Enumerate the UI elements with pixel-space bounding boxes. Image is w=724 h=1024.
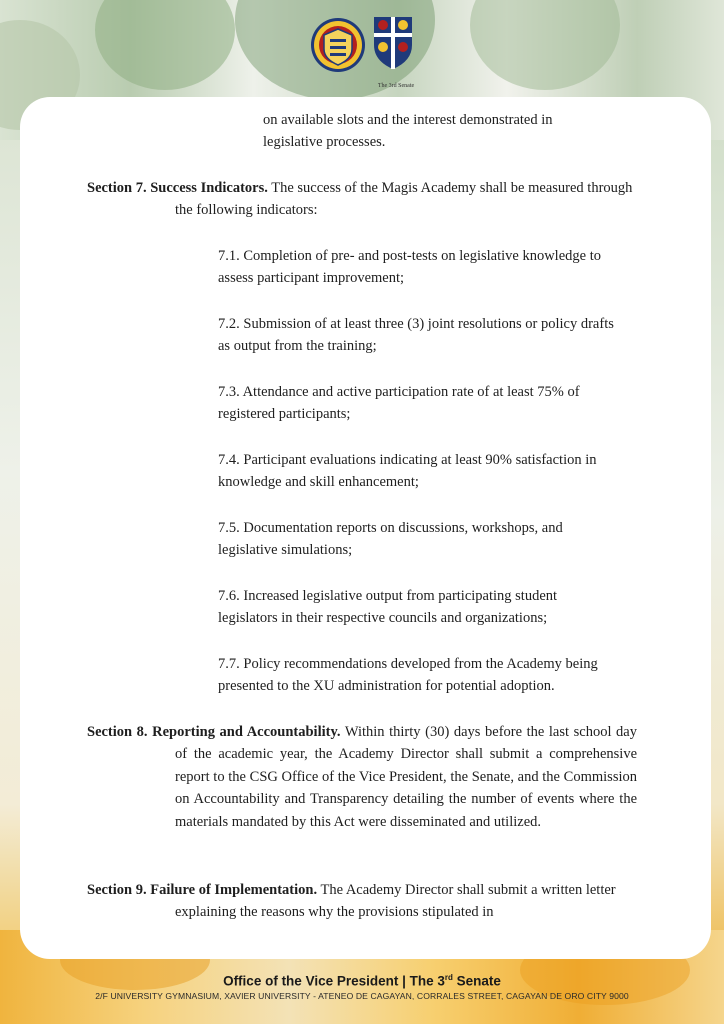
indicator-7-1: [218, 245, 638, 290]
carryover-paragraph: [263, 109, 603, 154]
footer-office-sup: rd: [444, 973, 453, 982]
section-8: [87, 721, 637, 833]
indicator-text: 7.4. Participant evaluations indicating at least 90% satisfaction in knowledge and skill enhancement;: [218, 452, 597, 491]
indicator-7-2: [218, 313, 618, 358]
indicator-text: 7.2. Submission of at least three (3) joint resolutions or policy drafts as output from the training;: [218, 316, 614, 355]
xavier-university-seal-icon: [310, 15, 366, 75]
indicator-7-7: [218, 653, 643, 698]
indicator-text: 7.1. Completion of pre- and post-tests on legislative knowledge to assess participant improvement;: [218, 248, 601, 287]
indicator-7-4: [218, 449, 643, 494]
indicator-7-5: [218, 517, 618, 562]
left-border-background: [0, 140, 20, 970]
section-8-title: Section 8. Reporting and Accountability.: [87, 724, 341, 740]
paragraph-text: on available slots and the interest demonstrated in legislative processes.: [263, 112, 553, 151]
indicator-text: 7.3. Attendance and active participation rate of at least 75% of registered participants;: [218, 384, 580, 423]
footer-office-suffix: Senate: [452, 973, 501, 989]
section-7-title: Section 7. Success Indicators.: [87, 180, 268, 196]
indicator-text: 7.6. Increased legislative output from participating student legislators in their respective councils and organizations;: [218, 588, 558, 627]
header-logos: [310, 15, 420, 89]
indicator-7-6: [218, 585, 613, 630]
section-7-text: The success of the Magis Academy shall be measured through the following indicators:: [175, 180, 633, 219]
footer-office-prefix: Office of the Vice President | The 3: [223, 973, 445, 989]
section-8-text: Within thirty (30) days before the last school day of the academic year, the Academy Director shall submit a comprehensive report to the CSG Office of the Vice President, the Senate, and the Commission on Accountability and Transparency detailing the number of events where the materials mandated by this Act were disseminated and utilized.: [175, 724, 637, 830]
senate-shield-icon: [372, 15, 414, 71]
section-9: [87, 879, 639, 924]
footer-address: 2/F UNIVERSITY GYMNASIUM, XAVIER UNIVERSITY - ATENEO DE CAGAYAN, CORRALES STREET, CAGAYAN DE ORO CITY 9000: [95, 991, 629, 1001]
indicator-text: 7.5. Documentation reports on discussions, workshops, and legislative simulations;: [218, 520, 563, 559]
indicator-text: 7.7. Policy recommendations developed from the Academy being presented to the XU administration for potential adoption.: [218, 656, 598, 695]
footer-office-title: [0, 973, 724, 989]
indicator-7-3: [218, 381, 628, 426]
section-9-text: The Academy Director shall submit a written letter explaining the reasons why the provisions stipulated in: [175, 882, 616, 921]
senate-caption: The 3rd Senate: [377, 83, 415, 89]
section-7: [87, 177, 637, 222]
section-9-title: Section 9. Failure of Implementation.: [87, 882, 318, 898]
